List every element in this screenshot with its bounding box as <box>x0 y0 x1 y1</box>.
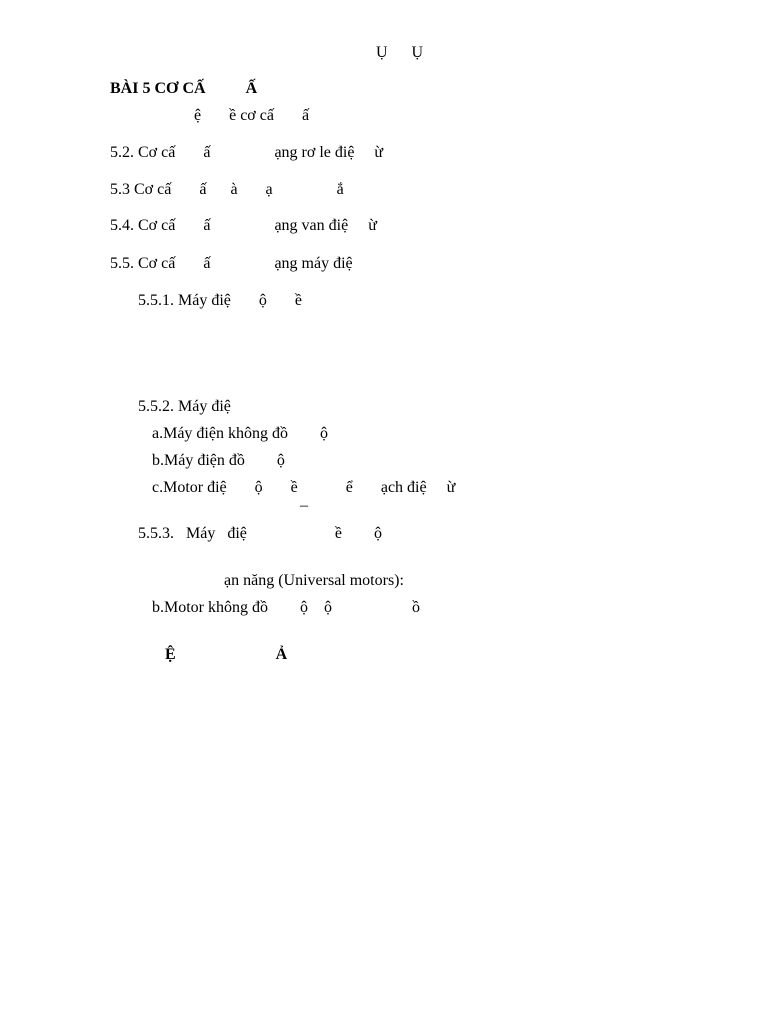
subsection-5-5-2-c: c.Motor điệ ộ ề ể ạch điệ ừ <box>152 479 456 496</box>
subsection-5-5-3-b: b.Motor không đồ ộ ộ ồ <box>152 599 420 616</box>
document-footer-heading: Ệ Ả <box>165 646 288 663</box>
lesson-title: BÀI 5 CƠ CẤ Ấ <box>110 80 258 97</box>
section-5-3: 5.3 Cơ cấ ấ à ạ ắ <box>110 181 344 198</box>
subsection-5-5-1: 5.5.1. Máy điệ ộ ề <box>138 292 302 309</box>
subsection-5-5-2-a: a.Máy điện không đồ ộ <box>152 425 328 442</box>
subsection-5-5-2: 5.5.2. Máy điệ <box>138 398 231 415</box>
section-5-1: ệ ề cơ cấ ấ <box>194 107 310 124</box>
subsection-5-5-3-a: ạn năng (Universal motors): <box>224 572 404 589</box>
section-5-4: 5.4. Cơ cấ ấ ạng van điệ ừ <box>110 217 377 234</box>
document-header: Ụ Ụ <box>376 44 424 61</box>
section-5-2: 5.2. Cơ cấ ấ ạng rơ le điệ ừ <box>110 144 384 161</box>
section-5-5: 5.5. Cơ cấ ấ ạng máy điệ <box>110 255 353 272</box>
dash-mark: – <box>300 497 308 514</box>
subsection-5-5-2-b: b.Máy điện đồ ộ <box>152 452 285 469</box>
subsection-5-5-3: 5.5.3. Máy điệ ề ộ <box>138 525 382 542</box>
